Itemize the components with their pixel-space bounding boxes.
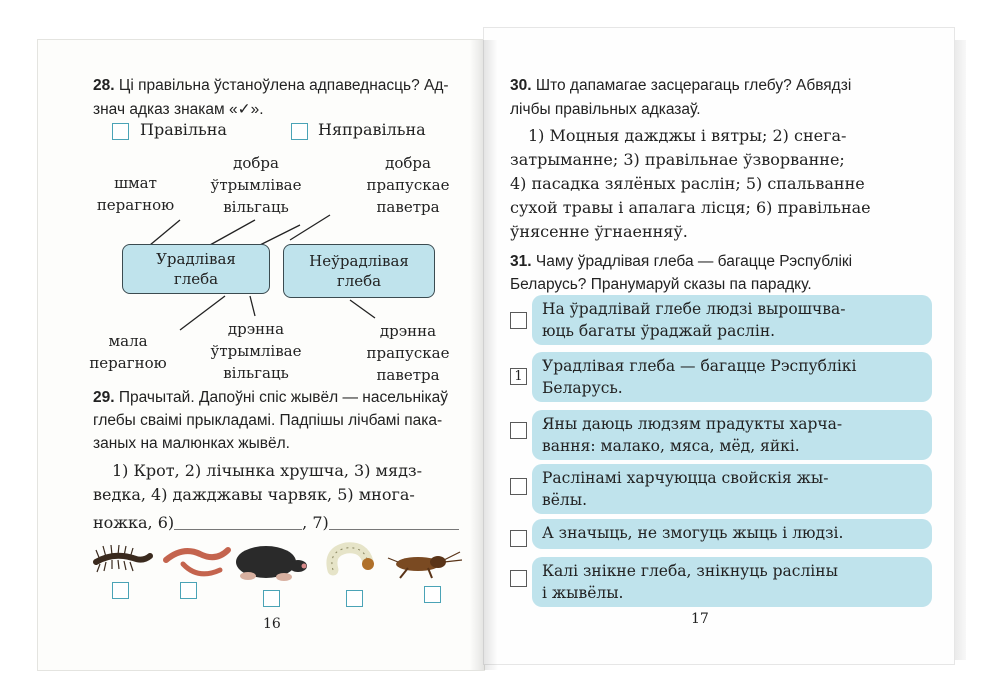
node-fertile-soil bbox=[122, 244, 270, 294]
statement-text: юць багаты ўраджай раслін. bbox=[542, 322, 776, 340]
q29-list-line1: 1) Крот, 2) лічынка хрушча, 3) мядз- bbox=[112, 461, 423, 480]
q31-number: 31. bbox=[510, 253, 532, 270]
label-text: паветра bbox=[376, 198, 440, 216]
label-mala-pera bbox=[88, 330, 168, 374]
q30-answer-line4: сухой травы і апалага лісця; 6) правільнае bbox=[510, 198, 871, 217]
order-box-4[interactable] bbox=[510, 478, 527, 495]
animal-box-mole[interactable] bbox=[263, 590, 280, 607]
statement-4 bbox=[532, 464, 932, 514]
statement-1 bbox=[532, 295, 932, 345]
animal-pictures bbox=[88, 540, 468, 588]
statement-5 bbox=[532, 519, 932, 549]
arrow-drenna-vilgats bbox=[250, 296, 255, 316]
label-text: добра bbox=[233, 154, 279, 172]
statement-text: вёлы. bbox=[542, 491, 588, 509]
statement-text: Урадлівая глеба — багацце Рэспублікі bbox=[542, 357, 857, 375]
q31-text: Чаму ўрадлівая глеба — багацце Рэспублікі bbox=[535, 253, 853, 270]
q31-prompt-line1 bbox=[510, 250, 852, 273]
label-text: прапускае bbox=[366, 344, 450, 362]
statement-6 bbox=[532, 557, 932, 607]
q30-answer-line1: 1) Моцныя дажджы і вятры; 2) снега- bbox=[528, 126, 847, 145]
q29-list-line2: ведка, 4) дажджавы чарвяк, 5) многа- bbox=[93, 485, 415, 504]
q30-answer-line2: затрыманне; 3) правільнае ўзворванне; bbox=[510, 150, 845, 169]
q28-number: 28. bbox=[93, 77, 115, 94]
label-dobra-pavetra bbox=[352, 152, 464, 218]
list-text: , 7) bbox=[302, 513, 329, 532]
label-text: паветра bbox=[376, 366, 440, 384]
q30-prompt-line1 bbox=[510, 74, 851, 97]
earthworm-icon bbox=[166, 550, 228, 574]
q29-prompt-line1 bbox=[93, 386, 448, 409]
animal-box-earthworm[interactable] bbox=[180, 582, 197, 599]
animal-box-mole-cricket[interactable] bbox=[424, 586, 441, 603]
label-drenna-vilgats bbox=[196, 318, 316, 384]
statement-text: Беларусь. bbox=[542, 379, 623, 397]
arrow-cross-top bbox=[260, 225, 300, 245]
animal-box-centipede[interactable] bbox=[112, 582, 129, 599]
label-text: прапускае bbox=[366, 176, 450, 194]
label-text: перагною bbox=[89, 354, 167, 372]
page-number-right: 17 bbox=[691, 611, 709, 627]
node-text: Неўрадлівая bbox=[309, 252, 409, 270]
label-text: вільгаць bbox=[223, 364, 289, 382]
label-text: добра bbox=[385, 154, 431, 172]
statement-text: Калі знікне глеба, знікнуць расліны bbox=[542, 562, 838, 580]
statement-2 bbox=[532, 352, 932, 402]
label-text: ўтрымлівае bbox=[210, 176, 302, 194]
q29-text: Прачытай. Дапоўні спіс жывёл — насельнікаў bbox=[118, 389, 448, 406]
q30-answer-line3: 4) пасадка зялёных раслін; 5) спальванне bbox=[510, 174, 865, 193]
statement-text: Раслінамі харчуюцца свойскія жы- bbox=[542, 469, 829, 487]
q31-prompt-line2: Беларусь? Пранумаруй сказы па парадку. bbox=[510, 276, 812, 293]
node-text: глеба bbox=[336, 272, 382, 290]
label-drenna-pavetra bbox=[352, 320, 464, 386]
statement-text: і жывёлы. bbox=[542, 584, 624, 602]
q28-text: Ці правільна ўстаноўлена адпаведнасць? Ад- bbox=[118, 77, 449, 94]
label-text: вільгаць bbox=[223, 198, 289, 216]
order-box-6[interactable] bbox=[510, 570, 527, 587]
label-text: мала bbox=[108, 332, 148, 350]
page-number-left: 16 bbox=[263, 616, 281, 632]
centipede-icon bbox=[96, 545, 150, 572]
arrow-drenna-pavetra bbox=[350, 300, 375, 318]
answer-blank-7[interactable] bbox=[329, 511, 459, 530]
node-infertile-soil bbox=[283, 244, 435, 298]
option-correct-label: Правільна bbox=[140, 120, 227, 139]
q30-prompt-line2: лічбы правільных адказаў. bbox=[510, 101, 701, 118]
order-box-5[interactable] bbox=[510, 530, 527, 547]
order-box-1[interactable] bbox=[510, 312, 527, 329]
beetle-larva-icon bbox=[332, 548, 374, 570]
label-text: шмат bbox=[114, 174, 157, 192]
q30-number: 30. bbox=[510, 77, 532, 94]
statement-text: А значыць, не змогуць жыць і людзі. bbox=[542, 524, 844, 542]
label-text: дрэнна bbox=[227, 320, 285, 338]
statement-text: Яны даюць людзям прадукты харча- bbox=[542, 415, 843, 433]
mole-cricket-icon bbox=[388, 552, 462, 578]
option-wrong-label: Няправільна bbox=[318, 120, 426, 139]
order-box-2[interactable]: 1 bbox=[510, 368, 527, 385]
statement-text: На ўрадлівай глебе людзі вырошчва- bbox=[542, 300, 846, 318]
statement-text: вання: малако, мяса, мёд, яйкі. bbox=[542, 437, 800, 455]
statement-3 bbox=[532, 410, 932, 460]
q30-answer-line5: ўнясенне ўгнаенняў. bbox=[510, 222, 688, 241]
q29-list-line3 bbox=[93, 511, 459, 535]
order-box-3[interactable] bbox=[510, 422, 527, 439]
list-text: ножка, 6) bbox=[93, 513, 175, 532]
node-text: глеба bbox=[173, 270, 219, 288]
label-shmat-pera bbox=[88, 172, 183, 216]
label-text: дрэнна bbox=[379, 322, 437, 340]
q29-prompt-line2: глебы сваімі прыкладамі. Падпішы лічбамі пака- bbox=[93, 412, 443, 429]
q30-text: Што дапамагае засцерагаць глебу? Абвядзі bbox=[535, 77, 852, 94]
answer-blank-6[interactable] bbox=[174, 511, 302, 530]
node-text: Урадлівая bbox=[156, 250, 236, 268]
animal-box-larva[interactable] bbox=[346, 590, 363, 607]
q29-prompt-line3: заных на малюнках жывёл. bbox=[93, 435, 290, 452]
q28-prompt-line2: знач адказ знакам «✓». bbox=[93, 101, 264, 118]
q29-number: 29. bbox=[93, 389, 115, 406]
arrow-shmat bbox=[150, 220, 180, 245]
arrow-dobra-vilgats bbox=[210, 220, 255, 245]
label-text: ўтрымлівае bbox=[210, 342, 302, 360]
label-text: перагною bbox=[96, 196, 175, 214]
label-dobra-vilgats bbox=[196, 152, 316, 218]
mole-icon bbox=[236, 546, 307, 581]
